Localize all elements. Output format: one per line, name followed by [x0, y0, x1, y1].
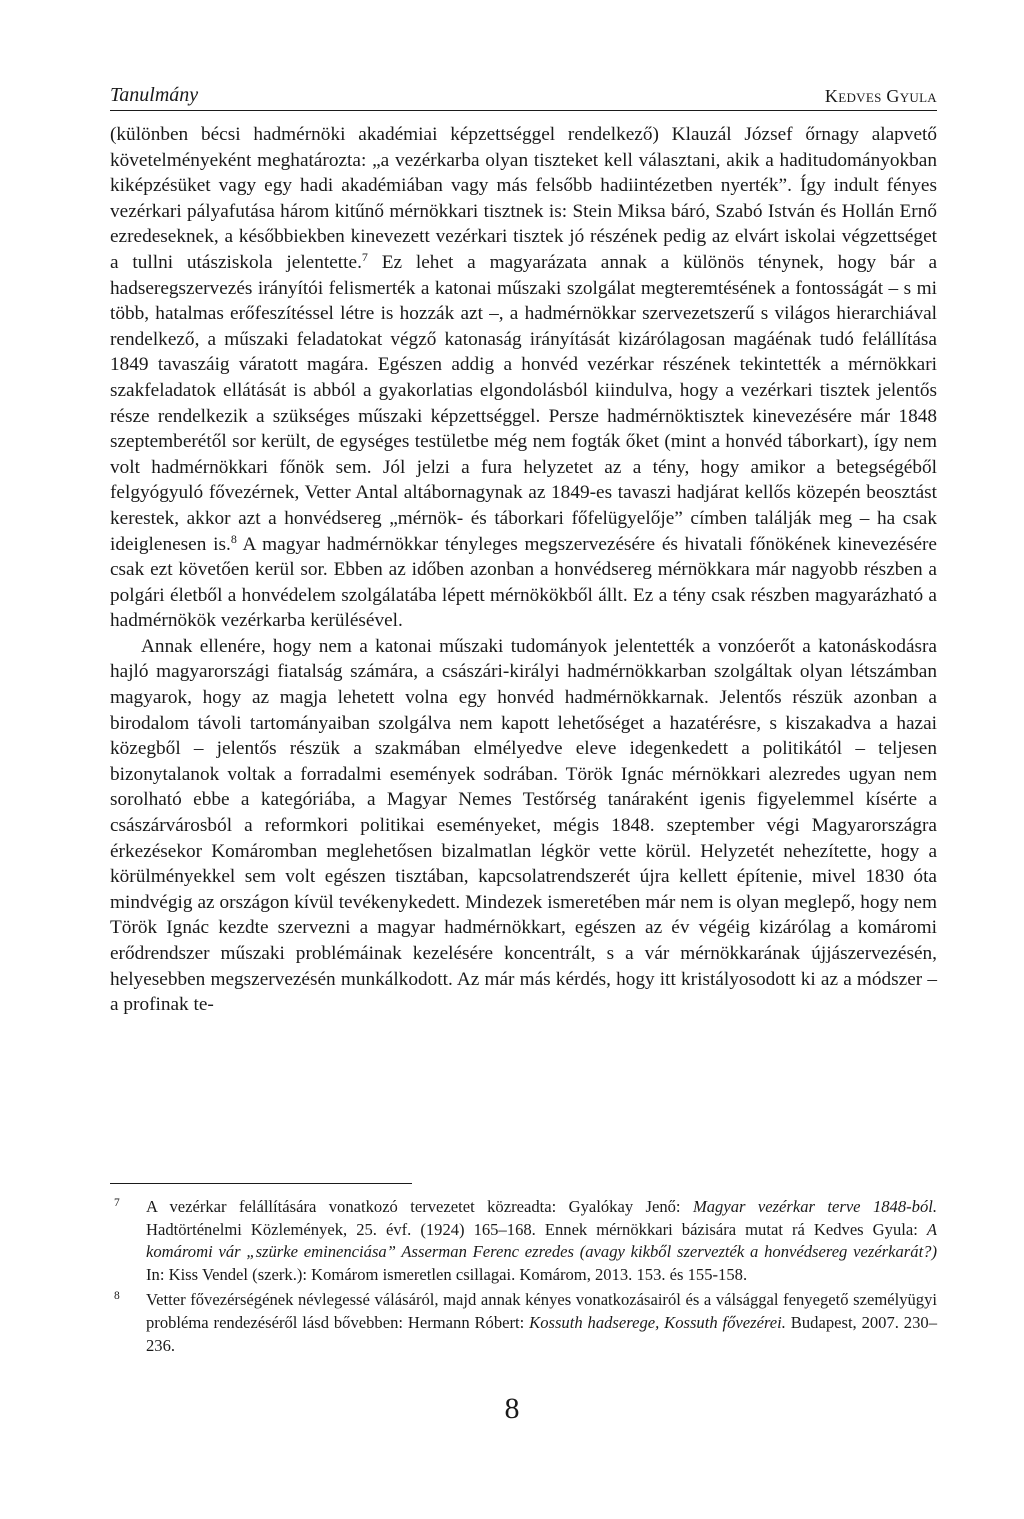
footnote-ref-7[interactable]: 7 — [361, 249, 368, 264]
footnote-ref-8[interactable]: 8 — [230, 531, 237, 546]
header-author: Kedves Gyula — [824, 86, 937, 106]
footnote-text: In: Kiss Vendel (szerk.): Komárom ismeretlen csillagai. Komárom, 2013. 153. és 155-158. — [146, 1264, 748, 1284]
footnote-title: Magyar vezérkar terve 1848-ból. — [692, 1197, 938, 1216]
paragraph-1-text-c: A magyar hadmérnökkar tényleges megszervezésére és hivatali főnökének kinevezésére csak ezt követően kerül sor. Ebben az időben azonban a honvédsereg mérnökkara már nagyobb részben a polgári életből a honvédelem szolgálatába lépett mérnökökből állt. Ez a tény csak részben magyarázható a hadmérnökök vezérkarba kerülésével. — [110, 533, 937, 632]
footnote-separator — [110, 1183, 412, 1184]
running-header — [110, 84, 937, 111]
footnotes — [110, 1196, 937, 1360]
page-number: 8 — [504, 1392, 520, 1425]
footnote-number: 7 — [114, 1197, 120, 1209]
footnote-text: Vetter fővezérségének névlegessé válásáról, majd annak kényes vonatkozásairól és a válsággal fenyegető személyügyi probléma rendezéséről lásd bővebben: Hermann Róbert: — [146, 1290, 937, 1332]
footnote-8 — [110, 1289, 937, 1357]
footnote-text: Budapest, 2007. 230–236. — [146, 1312, 937, 1355]
footnote-number: 8 — [114, 1290, 120, 1303]
header-section-title: Tanulmány — [110, 84, 199, 106]
footnote-title: A komáromi vár „szürke eminenciása” Asserman Ferenc ezredes (avagy kikből szervezték a honvédsereg vezérkarát?) — [146, 1219, 937, 1262]
footnote-title: Kossuth hadserege, Kossuth fővezérei. — [529, 1312, 786, 1332]
footnote-text: Hadtörténelmi Közlemények, 25. évf. (1924) 165–168. Ennek mérnökkari bázisára mutat rá Kedves Gyula: — [146, 1219, 927, 1239]
footnote-7 — [110, 1196, 937, 1286]
paragraph-2: Annak ellenére, hogy nem a katonai műszaki tudományok jelentették a vonzóerőt a katonáskodásra hajló magyarországi fiatalság számára, a császári-királyi hadmérnökkarban szolgáltak olyan létszámban magyarok, hogy az magja lehetett volna egy honvéd hadmérnökkarnak. Jelentős részük azonban a birodalom távoli tartományaiban szolgálva nem kapott lehetőséget a hazatérésre, s kiszakadva a hazai közegből – jelentős részük a szakmában elmélyedve eleve idegenkedett a politikától – teljesen bizonytalanok voltak a forradalmi események sodrában. Török Ignác mérnökkari alezredes ugyan nem sorolható ebbe a kategóriába, a Magyar Nemes Testőrség tanáraként igenis figyelemmel kísérte a császárvárosból a reformkori politikai eseményeket, mégis 1848. szeptember végi Magyarországra érkezésekor Komáromban meglehetősen bizalmatlan légkör vette körül. Helyzetét nehezítette, hogy a körülményekkel sem volt egészen tisztában, kapcsolatrendszerét újra kellett építenie, mivel 1830 óta mindvégig az országon kívül tevékenykedett. Mindezek ismeretében már nem is olyan meglepő, hogy nem Török Ignác kezdte szervezni a magyar hadmérnökkart, egészen az év végéig kizárólag a komáromi erődrendszer műszaki problémáinak kezelésére koncentrált, s a vár mérnökkarának újjászervezésén, helyesebben megszervezésén munkálkodott. Az már más kérdés, hogy itt kristályosodott ki az a módszer – a profinak te- — [110, 635, 937, 1016]
article-body — [110, 122, 937, 1018]
paragraph-1-text-b: Ez lehet a magyarázata annak a különös ténynek, hogy bár a hadseregszervezés irányítói felismerték a katonai műszaki szolgálat megteremtésének a fontosságát – s mi több, hatalmas erőfeszítéssel létre is hozzák azt –, a hadmérnökkar szervezetszerű s világos hierarchiával rendelkező, a műszaki feladatokat végző katonaság irányítását kizárólagosan magáénak tudó felállítása 1849 tavaszáig váratott magára. Egészen addig a honvéd vezérkar részének tekintették a mérnökkari szakfeladatok ellátását is abból a gyakorlatias elgondolásból kiindulva, hogy a vezérkari tisztek jelentős része rendelkezik a szükséges műszaki képzettséggel. Persze hadmérnöktisztek kinevezésére már 1848 szeptemberétől sor került, de egységes testületbe még nem fogták őket (mint a honvéd táborkart), így nem volt hadmérnökkari főnök sem. Jól jelzi a fura helyzetet az a tény, hogy amikor a betegségéből felgyógyuló fővezérnek, Vetter Antal altábornagynak az 1849-es tavaszi hadjárat kellős közepén beosztást kerestek, akkor azt a honvédsereg „mérnök- és táborkari főfelügyelője” címben találják meg – ha csak ideiglenesen is. — [110, 251, 938, 555]
footnote-text: A vezérkar felállítására vonatkozó tervezetet közreadta: Gyalókay Jenő: — [146, 1197, 693, 1216]
paragraph-1 — [110, 122, 937, 634]
paragraph-1-text-a: (különben bécsi hadmérnöki akadémiai képzettséggel rendelkező) Klauzál József őrnagy alapvető követelményeként meghatározta: „a vezérkarba olyan tiszteket kell választani, akik a haditudományokban kiképzésüket vagy egy hadi akadémiában vagy más felsőbb hadiintézetben nyerték”. Így indult fényes vezérkari pályafutása három kitűnő mérnökkari tisztnek is: Stein Miksa báró, Szabó István és Hollán Ernő ezredeseknek, a későbbiekben kinevezett vezérkari tisztek jó részének pedig az elvárt iskolai végzettséget a tullni utásziskola jelentette. — [110, 124, 937, 273]
